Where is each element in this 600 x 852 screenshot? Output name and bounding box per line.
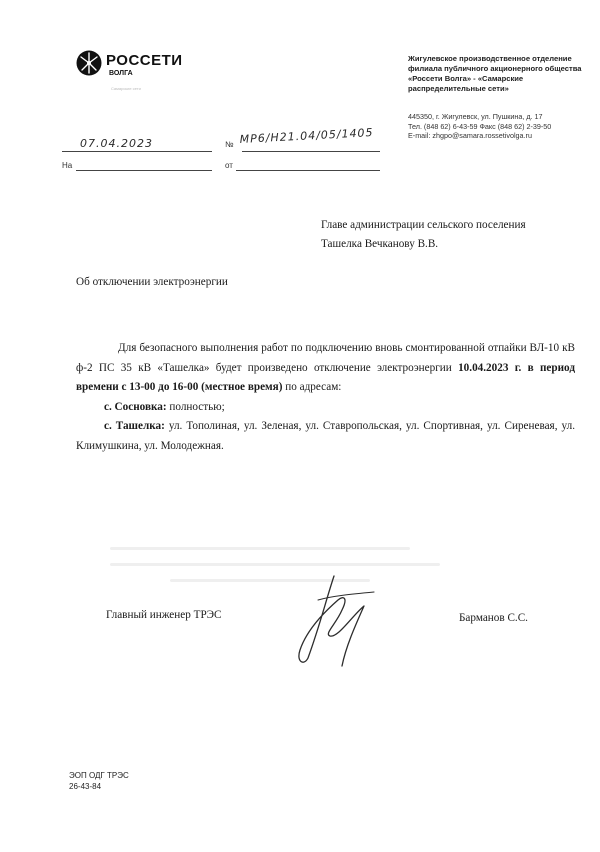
rosseti-logo-icon xyxy=(76,50,102,76)
village-streets: ул. Тополиная, ул. Зеленая, ул. Ставропольская, ул. Спортивная, ул. Сиреневая, ул. Климушкина, ул. Молодежная. xyxy=(76,420,575,452)
org-line: Жигулевское производственное отделение xyxy=(408,54,572,63)
body-paragraph xyxy=(76,339,575,398)
org-line: филиала публичного акционерного общества xyxy=(408,64,582,73)
recipient-line: Ташелка Вечканову В.В. xyxy=(321,238,439,250)
number-prefix: № xyxy=(225,140,234,149)
organization-name xyxy=(408,54,588,94)
outage-period: 10.04.2023 г. в период времени с 13-00 до 16-00 (местное время) xyxy=(76,361,575,393)
recipient-line: Главе администрации сельского поселения xyxy=(321,219,526,231)
phone-line: Тел. (848 62) 6-43-59 Факс (848 62) 2-39-50 xyxy=(408,121,552,131)
letter-body xyxy=(76,339,575,456)
address-item xyxy=(76,398,575,418)
letter-subject: Об отключении электроэнергии xyxy=(76,276,228,288)
email-line: E-mail: zhgpo@samara.rossetivolga.ru xyxy=(408,131,532,140)
na-label: На xyxy=(62,161,73,170)
show-through xyxy=(110,547,440,595)
village-streets: полностью; xyxy=(166,400,225,413)
executor-phone: 26-43-84 xyxy=(69,782,102,791)
address-line: 445350, г. Жигулевск, ул. Пушкина, д. 17 xyxy=(408,112,543,121)
signer-name: Барманов С.С. xyxy=(459,612,528,624)
recipient-block xyxy=(321,216,526,254)
org-line: «Россети Волга» - «Самарские xyxy=(408,74,524,83)
signature-mark xyxy=(282,570,382,670)
na-line xyxy=(76,170,212,171)
ot-line xyxy=(236,170,380,171)
body-text: по адресам: xyxy=(282,381,342,393)
brand-sub: ВОЛГА xyxy=(109,70,133,77)
org-line: распределительные сети» xyxy=(408,84,509,93)
executor-info xyxy=(69,770,129,792)
brand-tagline: Самарские сети xyxy=(111,86,141,91)
organization-address xyxy=(408,112,598,141)
village-name: с. Ташелка: xyxy=(104,420,165,432)
ot-label: от xyxy=(225,161,233,170)
date-handwritten: 07.04.2023 xyxy=(80,137,153,150)
signer-role: Главный инженер ТРЭС xyxy=(106,609,222,621)
date-line xyxy=(62,151,212,152)
body-text: Для безопасного выполнения работ по подключению вновь смонтированной отпайки ВЛ-10 кВ ф-2 ПС 35 кВ «Ташелка» будет произведено отключение электроэнергии xyxy=(76,342,575,374)
brand-name: РОССЕТИ xyxy=(106,52,183,69)
number-handwritten: МР6/Н21.04/05/1405 xyxy=(239,126,374,146)
address-item xyxy=(76,417,575,456)
executor-dept: ЭОП ОДГ ТРЭС xyxy=(69,771,129,780)
village-name: с. Сосновка: xyxy=(104,400,167,413)
number-line xyxy=(242,151,380,152)
